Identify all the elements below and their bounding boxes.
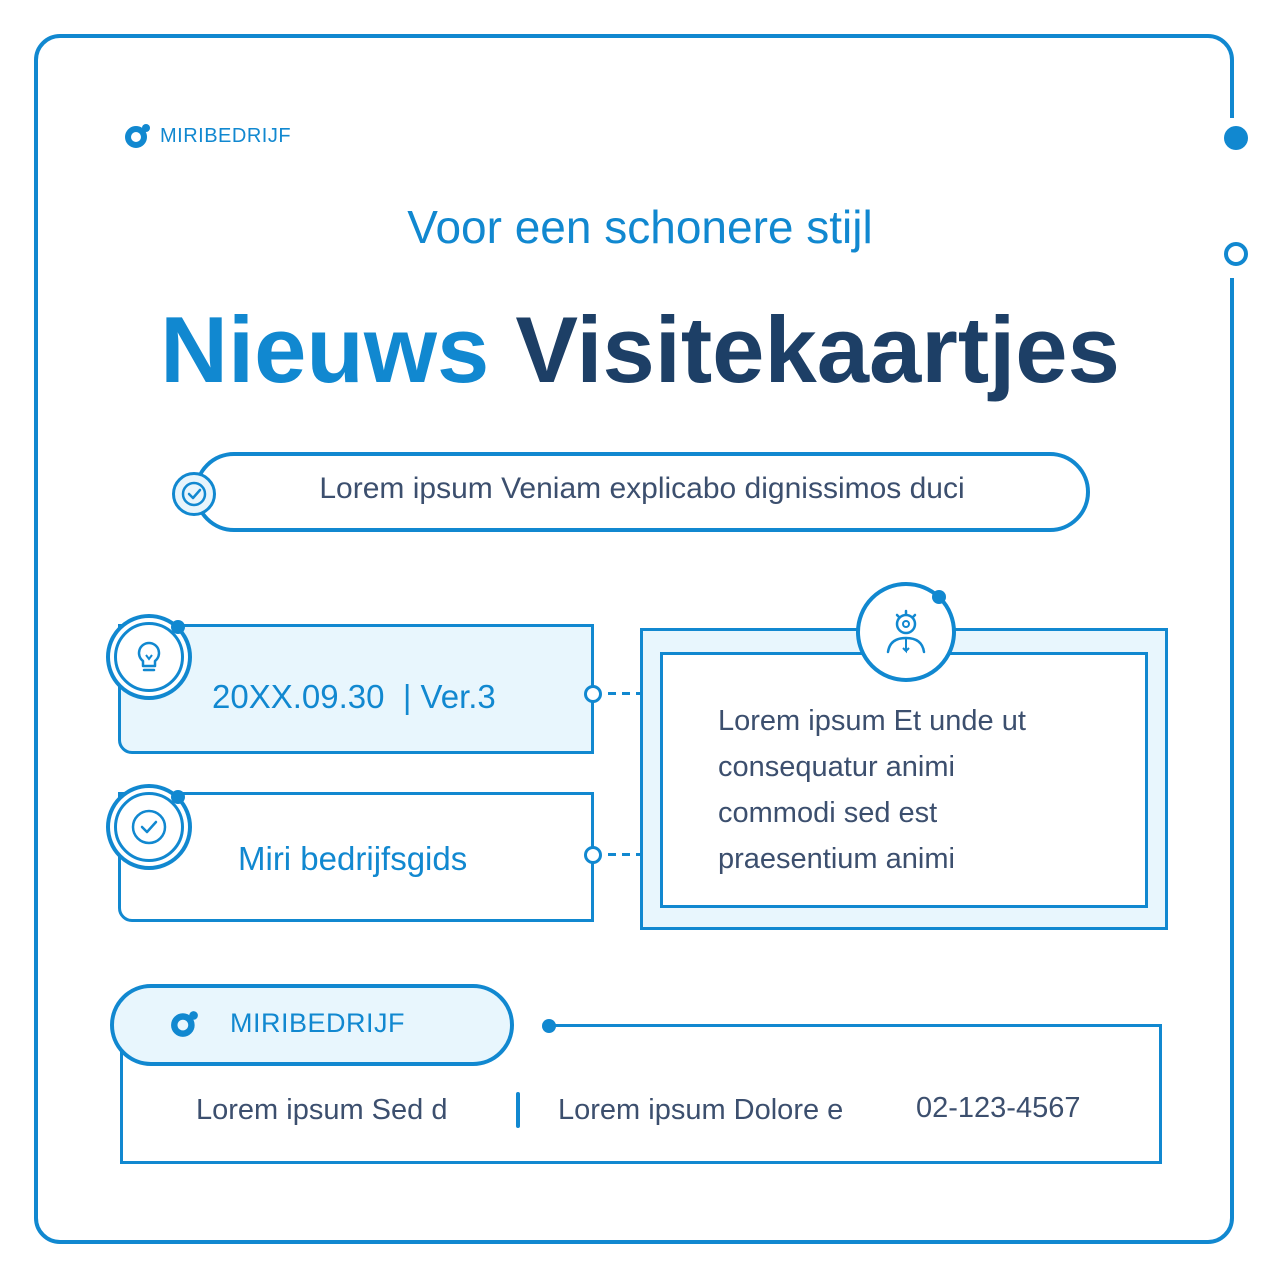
brand-header: [124, 122, 291, 150]
connector-ring-2: [584, 846, 602, 864]
ring-dot-logo-icon: [170, 1009, 200, 1039]
frame-dot-filled: [1224, 126, 1248, 150]
info-dot-1: [171, 620, 185, 634]
description-line: commodi sed est: [718, 797, 938, 829]
description-text: [718, 698, 1118, 882]
title-part-1: Nieuws: [160, 297, 490, 402]
connector-dash-2: [608, 853, 644, 856]
tagline-text: Lorem ipsum Veniam explicabo dignissimos duci: [319, 472, 965, 505]
check-circle-icon: [128, 806, 170, 848]
footer-item-2: Lorem ipsum Dolore e: [558, 1094, 844, 1126]
footer-brand: [170, 1008, 405, 1039]
footer-separator: [516, 1092, 520, 1128]
description-line: Lorem ipsum Et unde ut: [718, 705, 1026, 737]
info-guide-text: Miri bedrijfsgids: [238, 840, 468, 877]
check-circle-icon: [172, 472, 216, 516]
ring-dot-logo-icon: [124, 122, 152, 150]
panel-dot: [932, 590, 946, 604]
subtitle: Voor een schonere stijl: [407, 201, 873, 253]
info-dot-2: [171, 790, 185, 804]
person-gear-icon: [876, 602, 936, 662]
page-title: [0, 296, 1280, 404]
title-part-2: Visitekaartjes: [515, 297, 1120, 402]
connector-dash-1: [608, 692, 644, 695]
footer-item-1: Lorem ipsum Sed d: [196, 1094, 448, 1126]
footer-dot: [542, 1019, 556, 1033]
info-date-text: 20XX.09.30 | Ver.3: [212, 678, 496, 715]
description-line: praesentium animi: [718, 843, 955, 875]
connector-ring-1: [584, 685, 602, 703]
brand-name: MIRIBEDRIJF: [160, 124, 292, 147]
lightbulb-icon: [129, 637, 169, 677]
footer-brand-name: MIRIBEDRIJF: [230, 1008, 406, 1038]
footer-phone: 02-123-4567: [916, 1092, 1081, 1124]
description-line: consequatur animi: [718, 751, 955, 783]
